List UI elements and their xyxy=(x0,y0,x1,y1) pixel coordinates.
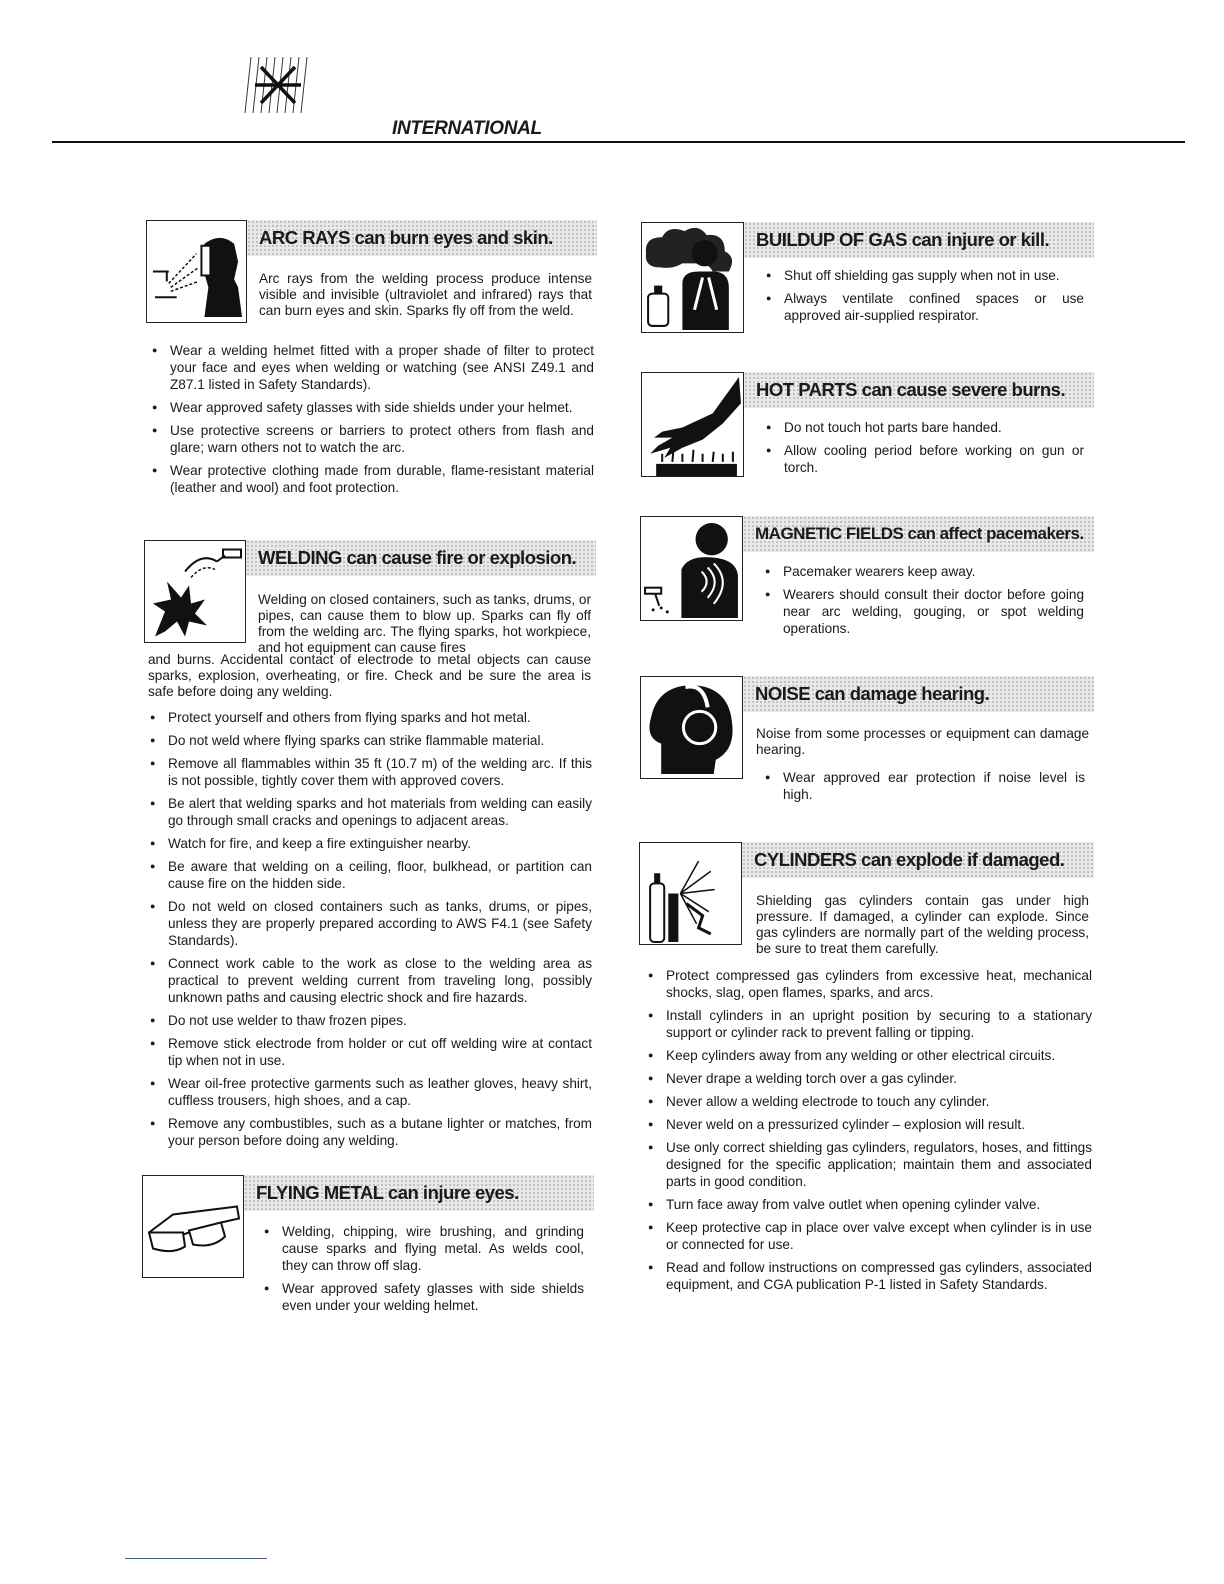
list-item: ● Protect compressed gas cylinders from excessive heat, mechanical shocks, slag, open flames, sparks, and arcs. xyxy=(646,967,1092,1001)
list-item: ● Wear a welding helmet fitted with a proper shade of filter to protect your face and eyes when welding or watching (see ANSI Z49.1 and Z87.1 listed in Safety Standards). xyxy=(150,342,594,393)
list-item: ● Use only correct shielding gas cylinders, regulators, hoses, and fittings designed for the specific application; maintain them and associated parts in good condition. xyxy=(646,1139,1092,1190)
list-item: ● Wearers should consult their doctor before going near arc welding, gouging, or spot welding operations. xyxy=(763,586,1084,637)
list-item: ● Be aware that welding on a ceiling, floor, bulkhead, or partition can cause fire on the hidden side. xyxy=(148,858,592,892)
list-item: ● Never drape a welding torch over a gas cylinder. xyxy=(646,1070,1092,1087)
flying-metal-header: FLYING METAL can injure eyes. xyxy=(244,1175,594,1211)
brand-name: INTERNATIONAL xyxy=(392,118,542,139)
list-item: ● Wear approved ear protection if noise level is high. xyxy=(763,769,1085,803)
list-item: ● Remove all flammables within 35 ft (10.7 m) of the welding arc. If this is not possible, tightly cover them with approved covers. xyxy=(148,755,592,789)
hearing-protection-icon xyxy=(640,676,743,779)
list-item: ● Allow cooling period before working on gun or torch. xyxy=(764,442,1084,476)
list-item: ● Do not weld where flying sparks can strike flammable material. xyxy=(148,732,592,749)
hot-parts-icon xyxy=(641,372,744,477)
cylinders-intro: Shielding gas cylinders contain gas under high pressure. If damaged, a cylinder can explode. Since gas cylinders are normally part of the welding process, be sure to treat them carefully. xyxy=(756,893,1089,956)
list-item: ● Keep cylinders away from any welding or other electrical circuits. xyxy=(646,1047,1092,1064)
hot-parts-list xyxy=(764,419,1084,482)
gas-buildup-icon xyxy=(641,222,744,333)
list-item: ● Remove any combustibles, such as a butane lighter or matches, from your person before doing any welding. xyxy=(148,1115,592,1149)
list-item: ● Wear protective clothing made from durable, flame-resistant material (leather and wool) and foot protection. xyxy=(150,462,594,496)
hot-parts-header: HOT PARTS can cause severe burns. xyxy=(744,372,1094,408)
gas-buildup-list xyxy=(764,267,1084,330)
welding-fire-list xyxy=(148,709,592,1155)
list-item: ● Never weld on a pressurized cylinder – explosion will result. xyxy=(646,1116,1092,1133)
arc-rays-icon xyxy=(146,220,247,323)
gas-buildup-header: BUILDUP OF GAS can injure or kill. xyxy=(744,222,1094,258)
welding-fire-intro-continued: and burns. Accidental contact of electrode to metal objects can cause sparks, explosion, overheating, or fire. Check and be sure the area is safe before doing any welding. xyxy=(148,652,591,699)
safety-glasses-icon xyxy=(142,1175,244,1278)
list-item: ● Wear oil-free protective garments such as leather gloves, heavy shirt, cuffless trousers, high shoes, and a cap. xyxy=(148,1075,592,1109)
list-item: ● Watch for fire, and keep a fire extinguisher nearby. xyxy=(148,835,592,852)
list-item: ● Remove stick electrode from holder or cut off welding wire at contact tip when not in use. xyxy=(148,1035,592,1069)
list-item: ● Wear approved safety glasses with side shields even under your welding helmet. xyxy=(262,1280,584,1314)
list-item: ● Connect work cable to the work as close to the welding area as practical to prevent welding current from traveling long, possibly unknown paths and causing electric shock and fire hazards. xyxy=(148,955,592,1006)
list-item: ● Wear approved safety glasses with side shields under your helmet. xyxy=(150,399,594,416)
company-logo-icon xyxy=(243,55,313,115)
pacemaker-icon xyxy=(640,516,743,621)
flying-metal-list xyxy=(262,1223,584,1320)
cylinders-list xyxy=(646,967,1092,1299)
noise-list xyxy=(763,769,1085,809)
list-item: ● Pacemaker wearers keep away. xyxy=(763,563,1084,580)
list-item: ● Install cylinders in an upright position by securing to a stationary support or cylinder rack to prevent falling or tipping. xyxy=(646,1007,1092,1041)
header-rule xyxy=(52,141,1185,143)
list-item: ● Shut off shielding gas supply when not in use. xyxy=(764,267,1084,284)
welding-fire-intro: Welding on closed containers, such as tanks, drums, or pipes, can cause them to blow up. Sparks can fly off from the welding arc. The flying sparks, hot workpiece, and hot equipment can cause fires xyxy=(258,592,591,655)
noise-header: NOISE can damage hearing. xyxy=(743,676,1094,712)
arc-rays-list xyxy=(150,342,594,502)
gas-cylinder-icon xyxy=(639,842,742,945)
list-item: ● Use protective screens or barriers to protect others from flash and glare; warn others not to watch the arc. xyxy=(150,422,594,456)
list-item: ● Turn face away from valve outlet when opening cylinder valve. xyxy=(646,1196,1092,1213)
arc-rays-header: ARC RAYS can burn eyes and skin. xyxy=(247,220,597,256)
cylinders-header: CYLINDERS can explode if damaged. xyxy=(742,842,1094,878)
arc-rays-intro: Arc rays from the welding process produce intense visible and invisible (ultraviolet and infrared) rays that can burn eyes and skin. Sparks fly off from the weld. xyxy=(259,271,592,318)
list-item: ● Read and follow instructions on compressed gas cylinders, associated equipment, and CGA publication P-1 listed in Safety Standards. xyxy=(646,1259,1092,1293)
list-item: ● Never allow a welding electrode to touch any cylinder. xyxy=(646,1093,1092,1110)
fire-explosion-icon xyxy=(144,540,246,643)
list-item: ● Welding, chipping, wire brushing, and grinding cause sparks and flying metal. As welds cool, they can throw off slag. xyxy=(262,1223,584,1274)
list-item: ● Do not weld on closed containers such as tanks, drums, or pipes, unless they are properly prepared according to AWS F4.1 (see Safety Standards). xyxy=(148,898,592,949)
magnetic-fields-list xyxy=(763,563,1084,643)
footer-rule xyxy=(125,1558,267,1559)
list-item: ● Be alert that welding sparks and hot materials from welding can easily go through small cracks and openings to adjacent areas. xyxy=(148,795,592,829)
list-item: ● Always ventilate confined spaces or use approved air-supplied respirator. xyxy=(764,290,1084,324)
list-item: ● Do not use welder to thaw frozen pipes. xyxy=(148,1012,592,1029)
magnetic-fields-header: MAGNETIC FIELDS can affect pacemakers. xyxy=(743,516,1094,552)
list-item: ● Do not touch hot parts bare handed. xyxy=(764,419,1084,436)
list-item: ● Protect yourself and others from flying sparks and hot metal. xyxy=(148,709,592,726)
noise-intro: Noise from some processes or equipment can damage hearing. xyxy=(756,726,1089,757)
list-item: ● Keep protective cap in place over valve except when cylinder is in use or connected for use. xyxy=(646,1219,1092,1253)
welding-fire-header: WELDING can cause fire or explosion. xyxy=(246,540,596,576)
